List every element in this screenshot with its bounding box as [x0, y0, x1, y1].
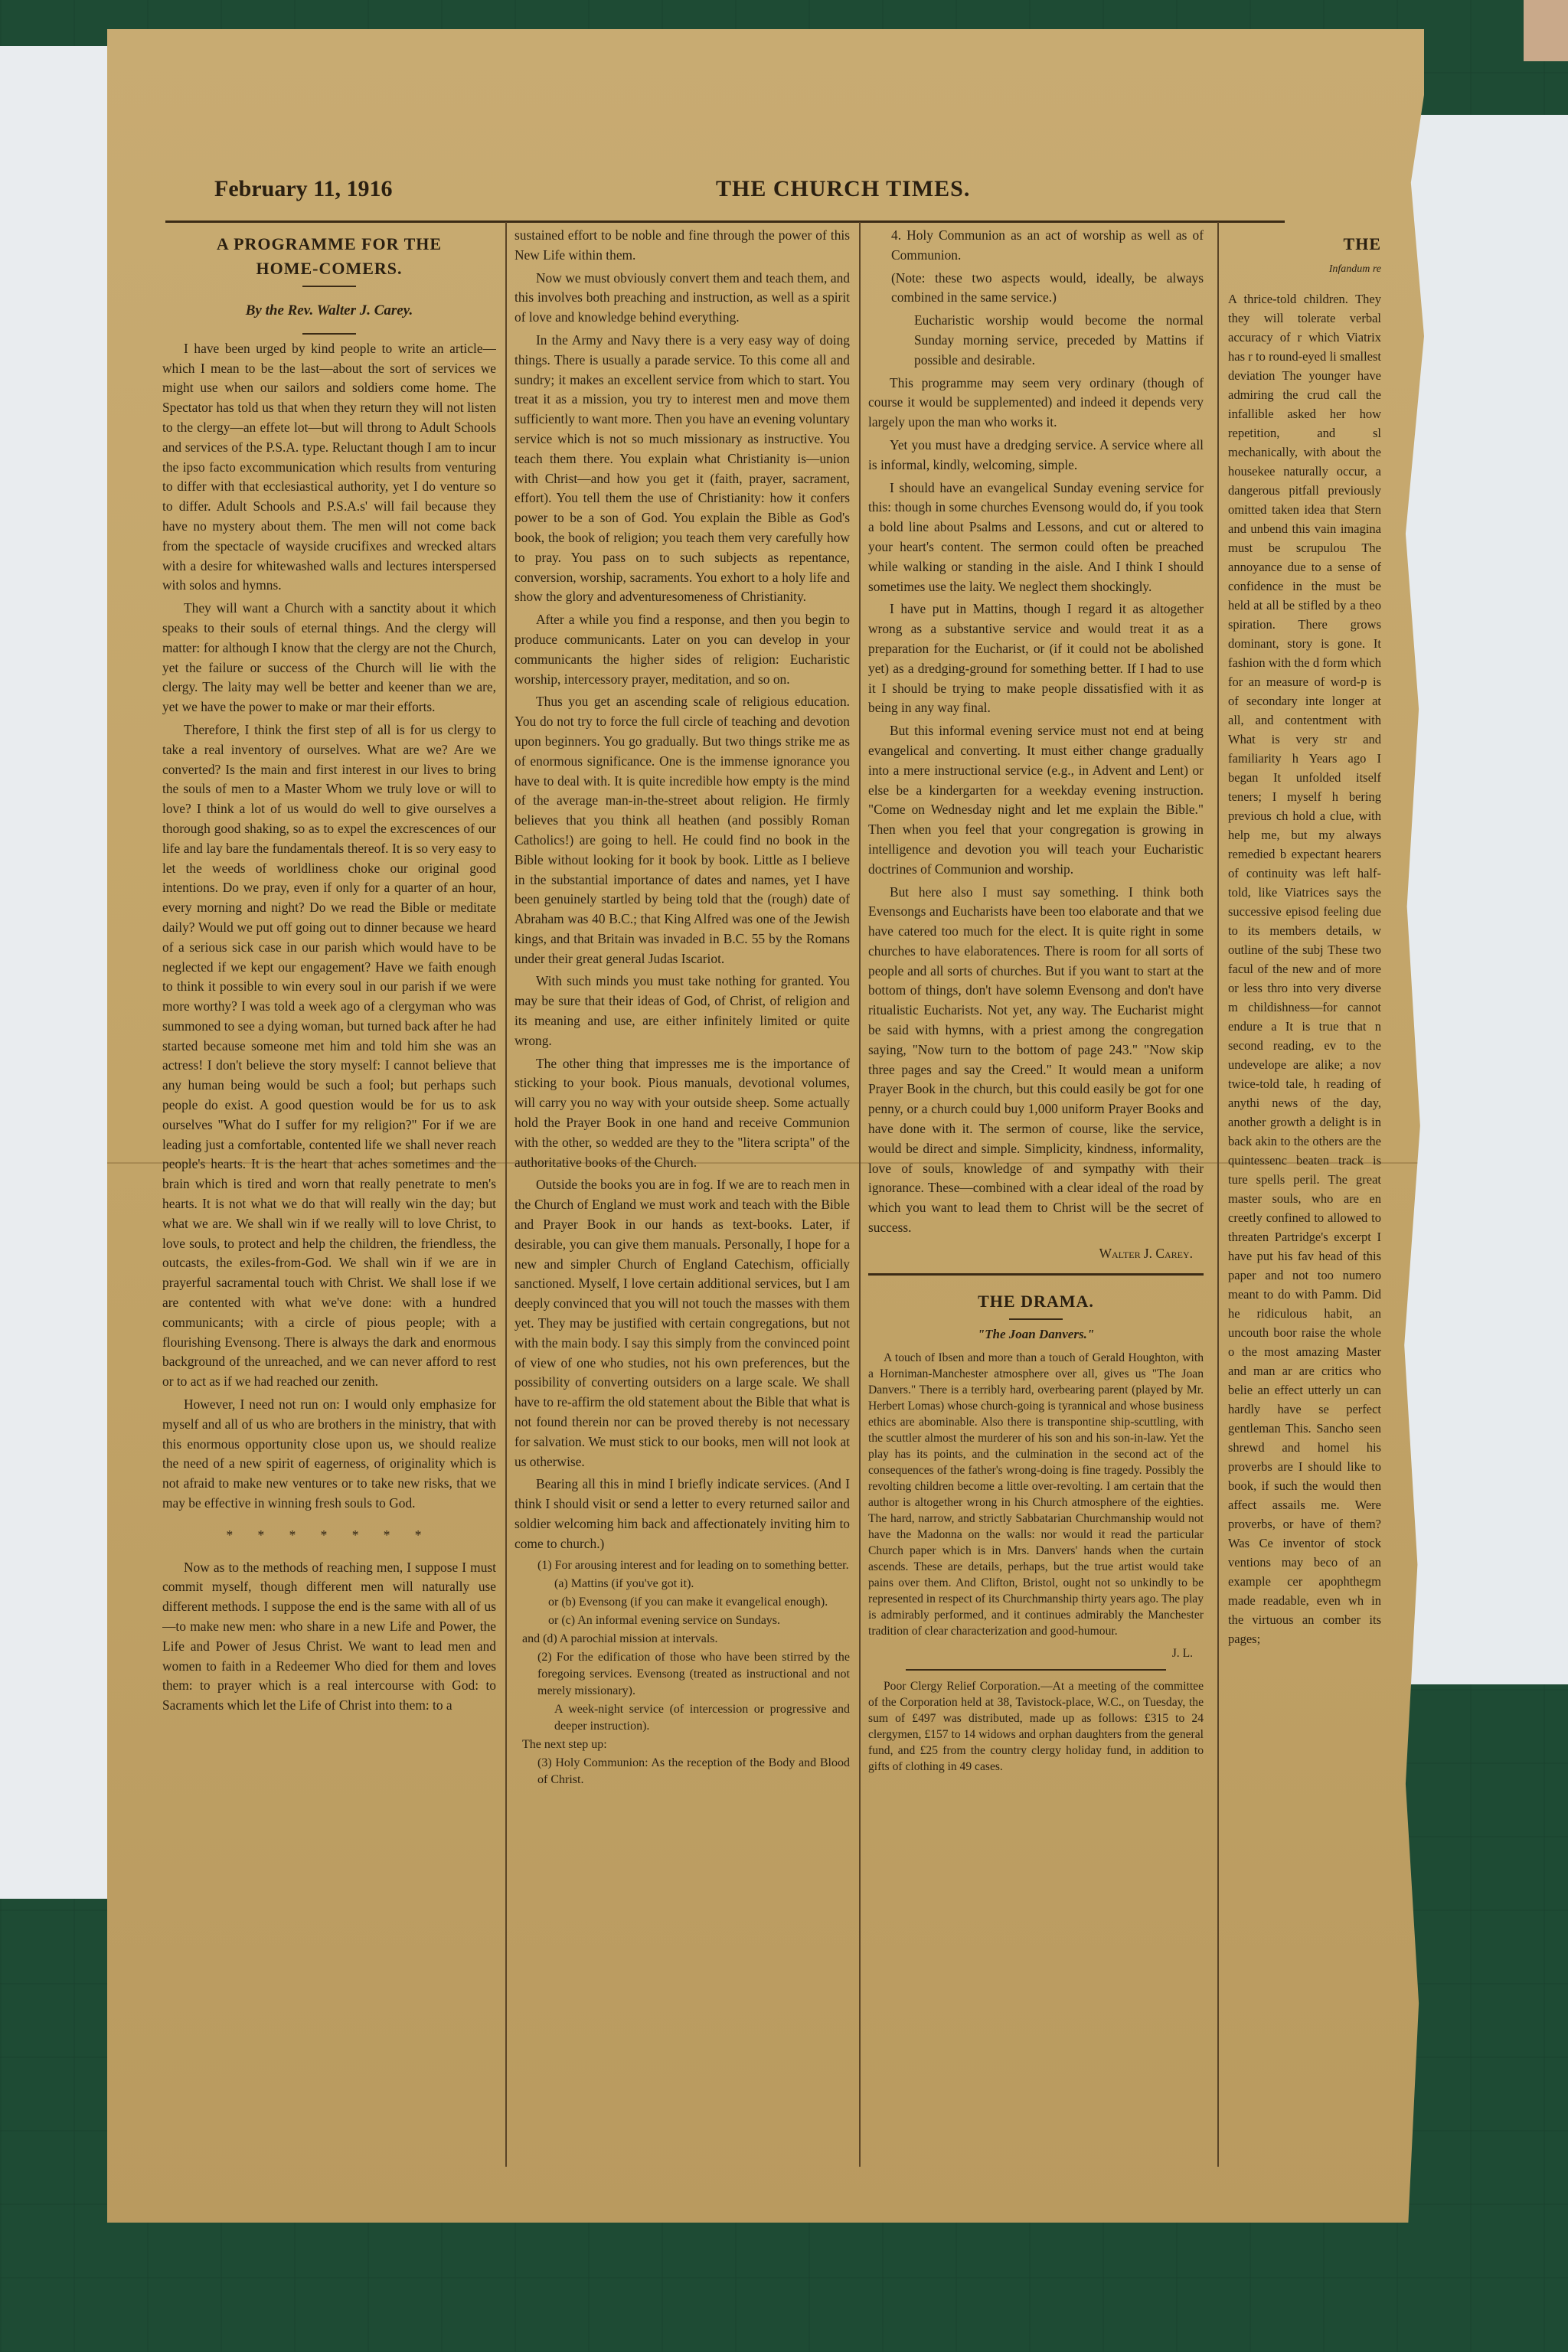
title-rule: [1009, 1318, 1063, 1320]
paragraph: sustained effort to be noble and fine through the power of this New Life within them.: [514, 227, 850, 263]
paragraph: But here also I must say something. I think both Evensongs and Eucharists have been too elaborate and that we have catered too much for the elect. It is quite right in some churches to have elaboratences. There is room for all sorts of people and all sorts of churches. But if you want to start at the bottom of things, don't have solemn Evensong and don't have ritualistic Eucharists. Not yet, any way. The Eucharist might be said with hymns, with a priest among the congregation saying, "Now turn to the bottom of page 243." "Now skip three pages and say the Creed." It would mean a uniform Prayer Book in the church, but this could easily be got for one penny, or a church could buy 1,000 uniform Prayer Books and have done with it. The sermon of course, like the service, would be direct and simple. Simplicity, kindness, informality, love of souls, knowledge of and sympathy with their ignorance. These—combined with a clear ideal of the road by which you want to lead them to Christ will be the secret of success.: [868, 884, 1204, 1236]
column-rule: [859, 222, 861, 2167]
byline: By the Rev. Walter J. Carey.: [245, 302, 413, 318]
article-title-line: HOME-COMERS.: [256, 259, 403, 278]
paragraph: They will want a Church with a sanctity about it which speaks to their souls of eternal things. And the clergy will matter: for although I know that the clergy are not the Church, yet the failure or success of the Church will lie with the clergy. The laity may well be better and keener than we are, yet we have the power to make or mar their efforts.: [162, 600, 496, 715]
masthead-rule: [165, 220, 1285, 223]
article-title: [162, 232, 496, 281]
paragraph: Now as to the methods of reaching men, I suppose I must commit myself, though different men will naturally use different methods. I suppose the end is the same with all of us—to make new men: who share in a new Life and Power, the Life and Power of Jesus Christ. We want to lead men and women to faith in a Redeemer Who died for them and loves them: to prayer which is a real intercourse with God: to Sacraments which let the Life of Christ into them: to a: [162, 1559, 496, 1713]
paragraph: Outside the books you are in fog. If we are to reach men in the Church of England we must work and teach with the Bible and Prayer Book in our hands as text-books. Later, if desirable, you can give them manuals. Personally, I hope for a new and simpler Church of England Catechism, officially sanctioned. Myself, I love certain additional services, but I am deeply convinced that you will not touch the masses with them yet. They may be justified with certain congregations, but not with the main body. I say this simply from the convinced point of view of one who studies, not his own preferences, but the possibility of converting outsiders on a large scale. We shall have to re-affirm the old statement about the Bible that what is not found therein nor can be proved thereby is not necessary for salvation. We must stick to our books, men will not look at us otherwise.: [514, 1177, 850, 1469]
list-item: and (d) A parochial mission at intervals.: [522, 1632, 718, 1645]
masthead: [107, 145, 1225, 214]
author-signature: Walter J. Carey.: [1099, 1245, 1193, 1261]
paragraph: This programme may seem very ordinary (though of course it would be supplemented) and indeed it depends very largely upon the man who works it.: [868, 374, 1204, 430]
article-title-line: A PROGRAMME FOR THE: [216, 234, 443, 253]
col4-subheading: Infandum re: [1328, 263, 1381, 275]
service-list: [514, 1557, 850, 1788]
backing-sheet-left: [0, 46, 107, 1899]
paragraph: With such minds you must take nothing for granted. You may be sure that their ideas of God, of Christ, of religion and its meaning and use, are either infinitely limited or quite wrong.: [514, 973, 850, 1048]
paragraph: Yet you must have a dredging service. A service where all is informal, kindly, welcoming, simple.: [868, 436, 1204, 472]
paragraph: But this informal evening service must not end at being evangelical and converting. It must either change gradually into a mere instructional service (e.g., in Advent and Lent) or else be a kindergarten for a weekday evening instruction. "Come on Wednesday night and let me explain the Bible." Then when you feel that your congregation is growing in intelligence and devotion you will teach your Eucharistic doctrines of Communion and worship.: [868, 723, 1204, 877]
drama-review: [868, 1350, 1204, 1775]
list-item: (3) Holy Communion: As the reception of the Body and Blood of Christ.: [537, 1756, 850, 1786]
list-item: The next step up:: [522, 1737, 607, 1751]
paper-corner: [1524, 0, 1568, 61]
title-rule: [302, 286, 356, 287]
paragraph: Bearing all this in mind I briefly indicate services. (And I think I should visit or send a letter to every returned sailor and soldier welcoming him back and affectionately inviting him to come to church.): [514, 1476, 850, 1551]
paragraph: In the Army and Navy there is a very easy way of doing things. There is usually a parade service. To this come all and sundry; it makes an excellent service from which to start. You treat it as a mission, you try to interest men and move them sufficiently to want more. Then you have an evening voluntary service which is not so much missionary as instructive. You teach them there. You explain what Christianity is—union with Christ—and how you get it (faith, prayer, sacrament, effort). You tell them the use of Christianity: how it confers power to be a son of God. You explain the Bible as God's book, the book of religion; you teach them very carefully how to pray. You pass on to such subjects as repentance, conversion, worship, sacraments. You exhort to a holy life and show the glory and adventuresomeness of Christianity.: [514, 332, 850, 605]
review-signature: J. L.: [1171, 1647, 1193, 1661]
list-item: or (c) An informal evening service on Sundays.: [548, 1613, 781, 1627]
notice-rule: [906, 1669, 1166, 1671]
section-rule: [868, 1273, 1204, 1276]
paragraph: I have been urged by kind people to write an article—which I mean to be the last—about the sort of services we might use when our sailors and soldiers come home. The Spectator has told us that when they return they will not listen to the clergy—an effete lot—but will throng to Adult Schools and services of the P.S.A. type. Reluctant though I am to incur the ipso facto excommunication which results from venturing to differ with that ecclesiastical authority, yet I do venture so to differ. Adult Schools and P.S.A.s' will fail because they have no mystery about them. The men will not come back from the spectacle of wayside crucifixes and wrecked altars with a desire for whitewashed walls and lectures interspersed with solos and hymns.: [162, 340, 496, 593]
column-3: [868, 226, 1204, 2171]
list-item: A week-night service (of intercession or progressive and deeper instruction).: [554, 1702, 850, 1733]
paragraph: Therefore, I think the first step of all is for us clergy to take a real inventory of ourselves. What are we? Are we converted? Is the main and first interest in our lives to bring the souls of men to a Master Whom we truly love or will to love? I think a lot of us would do well to give ourselves a thorough good shaking, so as to expel the excrescences of our life and lay bare the fundamentals thereof. It is so very easy to let the weeds of worldliness choke our original good intentions. Do we pray, even if only for a quarter of an hour, every morning and night? Do we read the Bible or meditate daily? Would we put off going out to dinner because we heard of a serious sick case in our parish which would have to be neglected if we kept our engagement? Have we faith enough to think it possible to win every soul in our parish if we were more worthy? I was told a week ago of a clergyman who was summoned to see a dying woman, but turned back after he had started because someone met him and told him she was an actress! I don't believe the story myself: I cannot believe that any human being would be such a fool; but perhaps such people do exist. A good question would be for us to ask ourselves "What do I suffer for my religion?" For if we are leading just a comfortable, contented life we shall never reach people's hearts. It is the heart that aches sometimes and the brain which is tired and worn that really penetrate to men's hearts. It is not what we do that will really win the day; but what we are. We shall win if we really will to love Christ, to love souls, to protect and help the children, the friendless, the outcasts, the exiles-from-God. We shall win if we are in prayerful sacramental touch with Christ. We shall lose if we are contented with what we've done: with a hundred communicants; with a circle of pious people; with a flourishing Evensong. There is always the dark and enormous background of the unreached, and we can never afford to rest or to act as if we had reached our zenith.: [162, 721, 496, 1390]
byline-rule: [302, 333, 356, 335]
list-item: 4. Holy Communion as an act of worship as well as of Communion.: [891, 227, 1204, 263]
paragraph: Thus you get an ascending scale of religious education. You do not try to force the full circle of teaching and devotion upon beginners. You go gradually. But two things strike me as of enormous significance. One is the immense ignorance you have to deal with. It is quite incredible how empty is the mind of the average man-in-the-street about religion. He firmly believes that you think all heathen (and possibly Roman Catholics!) are going to hell. He could find no book in the Bible without looking for it book by book. Little as I believe in the substantial importance of dates and names, yet I have been genuinely startled by being told that the (rough) date of Abraham was 40 B.C.; that King Alfred was one of the Jewish kings, and that Britain was invaded in B.C. 55 by the Romans under their great general Judas Iscariot.: [514, 694, 850, 966]
section-break: * * * * * * *: [226, 1527, 433, 1543]
paragraph: A thrice-told children. They they will tolerate verbal accuracy of r which Viatrix has r to round-eyed li smallest deviation The younger have admiring the crud call the infallible asked her how repetition, and sl mechanically, with about the housekee naturally occur, a dangerous pitfall previously omitted taken idea that Stern and unbend this vain imagina must be scrupulou The annoyance due to a sense of confidence in the must be held at all be stifled by a theo spiration. There grows dominant, story is gone. It fashion with the d form which for an measure of word-p is of secondary inte longer at all, and contentment with What is very str and familiarity h Years ago I began It unfolded itself teners; I myself h bering previous ch hold a clue, with help me, but my always remedied b expectant hearers of continuity was left half-told, like Viatrices says the successive episod feeling due to its members details, w outline of the subj These two facul of the new and of more or less thro into very diverse m childishness—for cannot endure a It is true that n second reading, ev to the undevelope are alike; a nov twice-told tale, h reading of anythi news of the day, another growth a delight is in back akin to the others are the quintessenc beaten track is ture spells peril. The great master souls, who are en creetly confined to allowed to threaten Partridge's excerpt I have put his fav head of this paper and not too numero meant to do with Pamm. Did he ridiculous habit, an uncouth boor raise the whole o the most amazing Master and man ar are critics who belie an effect utterly un can hardly have se perfect gentleman This. Sancho seen shrewd and homel his proverbs are I should like to book, if such the would then affect assails me. Were proverbs, or have of them? Was Ce inventor of stock ventions may beco of an example cer apophthegm made readable, even wh in the virtuous an comber its pages;: [1228, 292, 1381, 1646]
column-2: [514, 226, 850, 2171]
paragraph: The other thing that impresses me is the importance of sticking to your book. Pious manuals, devotional volumes, will carry you no way with your outside sheep. Some actually hold the Prayer Book in one hand and receive Communion with the other, so wedded are they to the "litera scripta" of the authoritative books of the Church.: [514, 1055, 850, 1170]
issue-date: February 11, 1916: [214, 176, 393, 201]
paragraph: Eucharistic worship would become the normal Sunday morning service, preceded by Mattins if possible and desirable.: [914, 312, 1204, 368]
note: (Note: these two aspects would, ideally, be always combined in the same service.): [891, 270, 1204, 305]
list-item: (1) For arousing interest and for leading on to something better.: [537, 1558, 849, 1572]
column-rule: [505, 222, 507, 2167]
paragraph: After a while you find a response, and then you begin to produce communicants. Later on you can develop in your communicants the higher sides of religion: Eucharistic worship, intercessory prayer, meditation, and so on.: [514, 612, 850, 687]
column-rule: [1217, 222, 1219, 2167]
paragraph: However, I need not run on: I would only emphasize for myself and all of us who are brothers in the ministry, that with this enormous opportunity close upon us, we should realize the need of a new spirit of eagerness, of originality which is not afraid to make new ventures or to take new risks, that we may be effective in winning fresh souls to God.: [162, 1396, 496, 1511]
drama-title: THE DRAMA.: [978, 1291, 1094, 1311]
drama-subtitle: "The Joan Danvers.": [977, 1326, 1095, 1341]
newspaper-title: THE CHURCH TIMES.: [716, 176, 971, 201]
paragraph: I have put in Mattins, though I regard it as altogether wrong as a substantive service and would treat it as a preparation for the Eucharist, or (if it could not be abolished yet) as a dredging-ground for something better. If I had to use it I should be trying to make people dissatisfied with it as being in any way final.: [868, 601, 1204, 716]
column-4-torn: [1228, 226, 1381, 2178]
list-item: (a) Mattins (if you've got it).: [554, 1576, 694, 1590]
paragraph: I should have an evangelical Sunday evening service for this: though in some churches Evensong would do, if you took a bold line about Psalms and Lessons, and cut or altered to your heart's content. The sermon could often be preached while walking or standing in the aisle. And I think I should sometimes use the laity. We neglect them shockingly.: [868, 479, 1204, 594]
list-item: (2) For the edification of those who have been stirred by the foregoing services. Evensong (treated as instructional and not merely missionary).: [537, 1650, 850, 1697]
col4-heading: THE: [1343, 234, 1381, 253]
column-1: [162, 226, 496, 2171]
paragraph: Now we must obviously convert them and teach them, and this involves both preaching and instruction, as well as a spirit of love and knowledge behind everything.: [514, 270, 850, 325]
list-item: or (b) Evensong (if you can make it evangelical enough).: [548, 1595, 828, 1609]
notice: Poor Clergy Relief Corporation.—At a meeting of the committee of the Corporation held at 38, Tavistock-place, W.C., on Tuesday, the sum of £497 was distributed, made up as follows: £315 to 24 clergymen, £157 to 14 widows and orphan daughters from the general fund, and £25 from the country clergy holiday fund, in addition to gifts of clothing in 49 cases.: [868, 1680, 1204, 1774]
paragraph: A touch of Ibsen and more than a touch of Gerald Houghton, with a Horniman-Manchester atmosphere over all, gives us "The Joan Danvers." There is a terribly hard, overbearing parent (played by Mr. Herbert Lomas) whose church-going is tyrannical and whose business ethics are abominable. Also there is transpontine ship-scuttling, with the scuttler almost the murderer of his son and his son-in-law. Yet the play has its points, and the culmination in the second act of the consequences of the father's wrong-doing is fine tragedy. Possibly the revolting children become a little over-revolting. I am certain that the author is altogether wrong in his Church atmosphere of the eighties. The hard, narrow, and strictly Sabbatarian Churchmanship would not have the Madonna on the walls: nor would it read the particular Church paper which is in Mrs. Danvers' hands when the curtain ascends. These are details, perhaps, but the true artist would take pains over them. And Clifton, Bristol, ought not so unkindly to be represented in respect of its Churchmanship thirty years ago. The play is admirably performed, and it continues admirably the Manchester tradition of clear characterization and good-humour.: [868, 1351, 1204, 1638]
